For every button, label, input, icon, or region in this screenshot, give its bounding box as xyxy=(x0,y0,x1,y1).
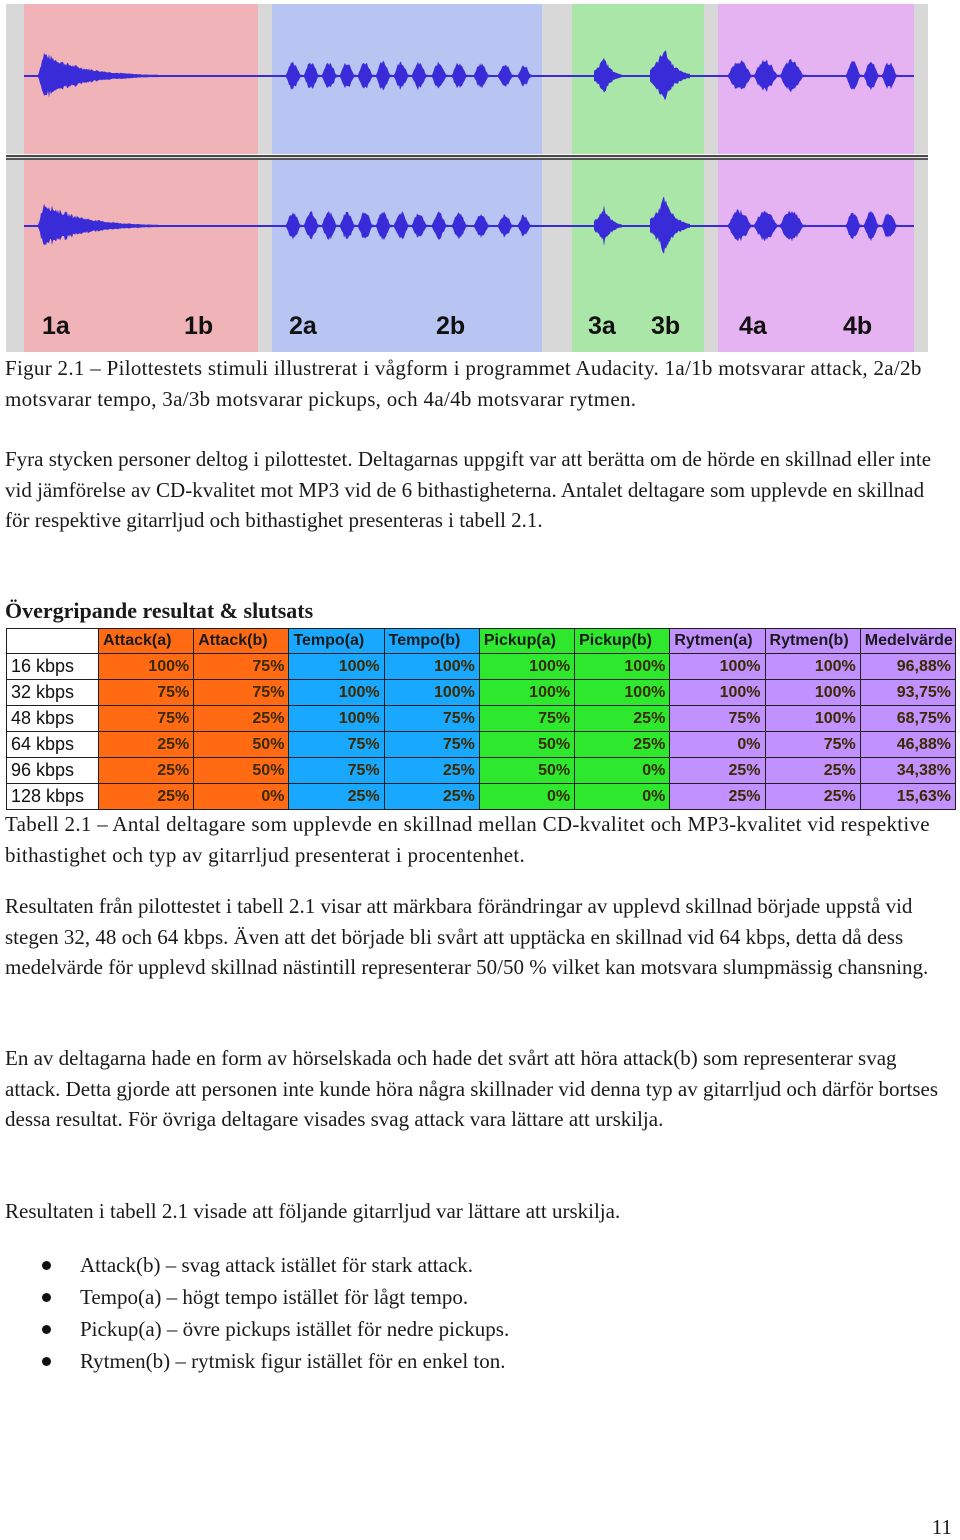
table-cell: 100% xyxy=(575,680,670,706)
col-header: Rytmen(b) xyxy=(765,629,860,654)
table-cell: 25% xyxy=(289,784,384,810)
table-cell: 100% xyxy=(765,706,860,732)
col-header: Attack(b) xyxy=(194,629,289,654)
table-cell: 50% xyxy=(194,758,289,784)
col-header: Pickup(a) xyxy=(479,629,574,654)
label-1b: 1b xyxy=(184,312,214,340)
table-cell: 75% xyxy=(384,732,479,758)
bullet-icon xyxy=(42,1325,51,1334)
paragraph-results: Resultaten från pilottestet i tabell 2.1 visar att märkbara förändringar av upplevd skillnad började uppstå vid stegen 32, 48 och 64 kbps. Även att det började bli svårt att upptäcka en skillnad vid 64 kbps, detta då dess medelvärde för upplevd skillnad nästintill representerar 50/50 % vilket kan motsvara slumpmässig chansning. xyxy=(5,894,929,979)
table-cell: 75% xyxy=(194,680,289,706)
table-cell: 100% xyxy=(289,654,384,680)
col-header: Tempo(b) xyxy=(384,629,479,654)
table-row xyxy=(7,706,956,732)
table-cell: 100% xyxy=(289,706,384,732)
table-row xyxy=(7,758,956,784)
table-cell: 75% xyxy=(289,732,384,758)
table-cell: 100% xyxy=(670,654,765,680)
table-cell: 75% xyxy=(194,654,289,680)
table-cell: 46,88% xyxy=(860,732,955,758)
table-cell: 25% xyxy=(384,758,479,784)
paragraph-summary: Resultaten i tabell 2.1 visade att följande gitarrljud var lättare att urskilja. xyxy=(5,1199,621,1223)
list-item xyxy=(0,1313,509,1345)
section-heading: Övergripande resultat & slutsats xyxy=(5,598,314,623)
table-cell: 15,63% xyxy=(860,784,955,810)
table-cell: 50% xyxy=(479,758,574,784)
results-table xyxy=(6,628,956,810)
list-item-text: Rytmen(b) – rytmisk figur istället för en enkel ton. xyxy=(80,1349,506,1373)
label-4a: 4a xyxy=(739,312,767,340)
table-cell: 100% xyxy=(289,680,384,706)
table-cell: 100% xyxy=(479,654,574,680)
list-item-text: Pickup(a) – övre pickups istället för nedre pickups. xyxy=(80,1317,510,1341)
list-item xyxy=(0,1345,509,1377)
table-corner-cell xyxy=(7,629,99,654)
table-row xyxy=(7,732,956,758)
list-item-text: Attack(b) – svag attack istället för stark attack. xyxy=(80,1253,474,1277)
table-cell: 93,75% xyxy=(860,680,955,706)
table-row xyxy=(7,784,956,810)
label-2b: 2b xyxy=(436,312,466,340)
table-caption: Tabell 2.1 – Antal deltagare som upplevde en skillnad mellan CD-kvalitet och MP3-kvalitet vid respektive bithastighet och typ av gitarrljud presenterat i procentenhet. xyxy=(5,812,930,867)
table-cell: 75% xyxy=(670,706,765,732)
table-cell: 25% xyxy=(99,732,194,758)
table-cell: 100% xyxy=(384,654,479,680)
table-cell: 75% xyxy=(99,680,194,706)
figure-caption: Figur 2.1 – Pilottestets stimuli illustrerat i vågform i programmet Audacity. 1a/1b motsvarar attack, 2a/2b motsvarar tempo, 3a/3b motsvarar pickups, och 4a/4b motsvarar rytmen. xyxy=(5,356,922,411)
table-cell: 25% xyxy=(384,784,479,810)
table-row xyxy=(7,654,956,680)
table-cell: 100% xyxy=(575,654,670,680)
table-cell: 75% xyxy=(384,706,479,732)
table-cell: 100% xyxy=(384,680,479,706)
table-cell: 0% xyxy=(479,784,574,810)
table-cell: 0% xyxy=(670,732,765,758)
table-cell: 25% xyxy=(765,784,860,810)
row-header-bitrate: 64 kbps xyxy=(7,732,99,758)
track-divider xyxy=(6,154,928,160)
label-4b: 4b xyxy=(843,312,873,340)
page-number: 11 xyxy=(931,1515,952,1539)
list-item-text: Tempo(a) – högt tempo istället för lågt tempo. xyxy=(80,1285,469,1309)
table-cell: 0% xyxy=(575,784,670,810)
row-header-bitrate: 16 kbps xyxy=(7,654,99,680)
table-cell: 25% xyxy=(194,706,289,732)
bullet-list xyxy=(0,1249,509,1377)
table-cell: 75% xyxy=(479,706,574,732)
bullet-icon xyxy=(42,1293,51,1302)
table-cell: 100% xyxy=(765,680,860,706)
label-3a: 3a xyxy=(588,312,616,340)
table-cell: 0% xyxy=(194,784,289,810)
table-cell: 0% xyxy=(575,758,670,784)
col-header: Tempo(a) xyxy=(289,629,384,654)
table-cell: 25% xyxy=(99,758,194,784)
table-cell: 75% xyxy=(765,732,860,758)
table-header-row xyxy=(7,629,956,654)
table-row xyxy=(7,680,956,706)
table-cell: 25% xyxy=(575,706,670,732)
row-header-bitrate: 32 kbps xyxy=(7,680,99,706)
label-1a: 1a xyxy=(42,312,70,340)
table-cell: 25% xyxy=(99,784,194,810)
table-cell: 100% xyxy=(99,654,194,680)
table-cell: 25% xyxy=(670,784,765,810)
table-cell: 25% xyxy=(765,758,860,784)
table-cell: 50% xyxy=(479,732,574,758)
waveform-figure xyxy=(6,4,928,352)
row-header-bitrate: 96 kbps xyxy=(7,758,99,784)
label-2a: 2a xyxy=(289,312,317,340)
list-item xyxy=(0,1281,509,1313)
table-cell: 68,75% xyxy=(860,706,955,732)
col-header: Rytmen(a) xyxy=(670,629,765,654)
table-cell: 100% xyxy=(670,680,765,706)
row-header-bitrate: 48 kbps xyxy=(7,706,99,732)
row-header-bitrate: 128 kbps xyxy=(7,784,99,810)
table-cell: 34,38% xyxy=(860,758,955,784)
col-header: Attack(a) xyxy=(99,629,194,654)
table-cell: 75% xyxy=(99,706,194,732)
bullet-icon xyxy=(42,1357,51,1366)
table-cell: 100% xyxy=(479,680,574,706)
table-cell: 75% xyxy=(289,758,384,784)
paragraph-intro: Fyra stycken personer deltog i pilottestet. Deltagarnas uppgift var att berätta om de hörde en skillnad eller inte vid jämförelse av CD-kvalitet mot MP3 vid de 6 bithastigheterna. Antalet deltagare som upplevde en skillnad för respektive gitarrljud och bithastighet presenteras i tabell 2.1. xyxy=(5,447,932,532)
table-cell: 50% xyxy=(194,732,289,758)
label-3b: 3b xyxy=(651,312,681,340)
bullet-icon xyxy=(42,1261,51,1270)
table-cell: 25% xyxy=(670,758,765,784)
table-cell: 100% xyxy=(765,654,860,680)
col-header: Medelvärde xyxy=(860,629,955,654)
list-item xyxy=(0,1249,509,1281)
paragraph-hearing: En av deltagarna hade en form av hörselskada och hade det svårt att höra attack(b) som representerar svag attack. Detta gjorde att personen inte kunde höra några skillnader vid denna typ av gitarrljud och därför bortses dessa resultat. För övriga deltagare visades svag attack vara lättare att urskilja. xyxy=(5,1046,939,1131)
table-cell: 25% xyxy=(575,732,670,758)
table-cell: 96,88% xyxy=(860,654,955,680)
col-header: Pickup(b) xyxy=(575,629,670,654)
